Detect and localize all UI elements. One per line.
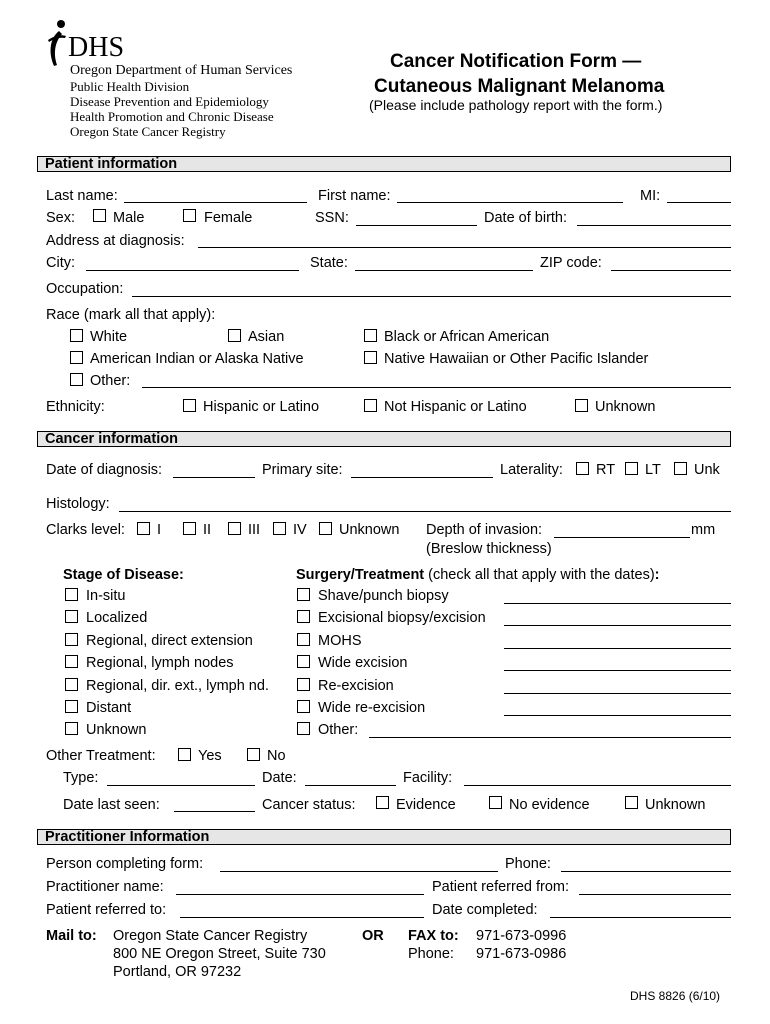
mail-address-line-1: Oregon State Cancer Registry — [113, 928, 308, 944]
female-label: Female — [204, 210, 253, 226]
status-unknown-checkbox[interactable] — [625, 796, 638, 809]
city-label: City: — [46, 255, 75, 271]
race-nhpi-checkbox[interactable] — [364, 351, 377, 364]
laterality-lt-checkbox[interactable] — [625, 462, 638, 475]
race-other-label: Other: — [90, 373, 131, 389]
state-label: State: — [310, 255, 348, 271]
stage-in-situ-checkbox[interactable] — [65, 588, 78, 601]
other-treatment-yes-checkbox[interactable] — [178, 748, 191, 761]
not-hispanic-checkbox[interactable] — [364, 399, 377, 412]
stage-regional-direct-checkbox[interactable] — [65, 633, 78, 646]
form-subtitle: (Please include pathology report with the form.) — [369, 97, 663, 113]
surgery-re-excision-label: Re-excision — [318, 678, 394, 694]
depth-field[interactable] — [554, 537, 690, 538]
surgery-wide-re-excision-date[interactable] — [504, 715, 731, 716]
surgery-other-field[interactable] — [369, 737, 731, 738]
hispanic-checkbox[interactable] — [183, 399, 196, 412]
person-completing-field[interactable] — [220, 871, 498, 872]
race-asian-label: Asian — [248, 329, 285, 345]
race-white-label: White — [90, 329, 128, 345]
person-completing-label: Person completing form: — [46, 856, 204, 872]
patient-section-title: Patient information — [45, 156, 178, 172]
date-last-seen-label: Date last seen: — [63, 797, 160, 813]
primary-site-field[interactable] — [351, 477, 493, 478]
ethnicity-unknown-label: Unknown — [595, 399, 656, 415]
mail-phone-label: Phone: — [408, 946, 454, 962]
stage-distant-checkbox[interactable] — [65, 700, 78, 713]
surgery-shave-checkbox[interactable] — [297, 588, 310, 601]
clarks-ii-checkbox[interactable] — [183, 522, 196, 535]
surgery-wide-excision-date[interactable] — [504, 670, 731, 671]
female-checkbox[interactable] — [183, 209, 196, 222]
laterality-lt-label: LT — [645, 462, 661, 478]
surgery-wide-excision-checkbox[interactable] — [297, 655, 310, 668]
surgery-heading — [296, 568, 660, 583]
occupation-field[interactable] — [132, 296, 731, 297]
race-black-label: Black or African American — [384, 329, 550, 345]
practitioner-name-label: Practitioner name: — [46, 879, 164, 895]
race-aian-checkbox[interactable] — [70, 351, 83, 364]
surgery-heading-bold: Surgery/Treatment — [296, 567, 425, 583]
mail-to-label: Mail to: — [46, 928, 97, 944]
org-line-1: Oregon Department of Human Services — [70, 63, 293, 78]
ethnicity-unknown-checkbox[interactable] — [575, 399, 588, 412]
stage-regional-direct-label: Regional, direct extension — [86, 633, 253, 649]
clarks-iv-checkbox[interactable] — [273, 522, 286, 535]
last-name-label: Last name: — [46, 188, 118, 204]
surgery-mohs-checkbox[interactable] — [297, 633, 310, 646]
dob-label: Date of birth: — [484, 210, 568, 226]
patient-section-header — [37, 156, 731, 172]
phone-field[interactable] — [561, 871, 731, 872]
city-field[interactable] — [86, 270, 299, 271]
surgery-other-label: Other: — [318, 722, 359, 738]
org-line-4: Health Promotion and Chronic Disease — [70, 109, 274, 124]
male-label: Male — [113, 210, 145, 226]
status-evidence-checkbox[interactable] — [376, 796, 389, 809]
status-no-evidence-checkbox[interactable] — [489, 796, 502, 809]
cancer-status-label: Cancer status: — [262, 797, 356, 813]
first-name-label: First name: — [318, 188, 391, 204]
clarks-unknown-checkbox[interactable] — [319, 522, 332, 535]
form-title-line-2: Cutaneous Malignant Melanoma — [374, 76, 665, 97]
fax-label: FAX to: — [408, 928, 459, 944]
mail-address-line-3: Portland, OR 97232 — [113, 964, 242, 980]
date-completed-field[interactable] — [550, 917, 731, 918]
stage-regional-both-checkbox[interactable] — [65, 678, 78, 691]
mail-address-line-2: 800 NE Oregon Street, Suite 730 — [113, 946, 326, 962]
surgery-re-excision-checkbox[interactable] — [297, 678, 310, 691]
surgery-wide-excision-label: Wide excision — [318, 655, 408, 671]
surgery-excisional-checkbox[interactable] — [297, 610, 310, 623]
race-aian-label: American Indian or Alaska Native — [90, 351, 304, 367]
sex-label: Sex: — [46, 210, 76, 226]
ethnicity-label: Ethnicity: — [46, 399, 105, 415]
date-completed-label: Date completed: — [432, 902, 538, 918]
date-diagnosis-field[interactable] — [173, 477, 255, 478]
zip-label: ZIP code: — [540, 255, 602, 271]
depth-label: Depth of invasion: — [426, 522, 543, 538]
race-label: Race (mark all that apply): — [46, 307, 216, 323]
address-label: Address at diagnosis: — [46, 233, 185, 249]
other-treatment-no-checkbox[interactable] — [247, 748, 260, 761]
treatment-date-label: Date: — [262, 770, 297, 786]
status-unknown-label: Unknown — [645, 797, 706, 813]
treatment-type-label: Type: — [63, 770, 99, 786]
clarks-iv-label: IV — [293, 522, 307, 538]
clarks-ii-label: II — [203, 522, 212, 538]
practitioner-name-field[interactable] — [176, 894, 424, 895]
treatment-facility-label: Facility: — [403, 770, 453, 786]
status-no-evidence-label: No evidence — [509, 797, 590, 813]
dhs-figure-logo-icon — [44, 18, 68, 70]
laterality-rt-label: RT — [596, 462, 616, 478]
stage-regional-lymph-label: Regional, lymph nodes — [86, 655, 234, 671]
stage-regional-both-label: Regional, dir. ext., lymph nd. — [86, 678, 269, 694]
treatment-facility-field[interactable] — [464, 785, 731, 786]
race-asian-checkbox[interactable] — [228, 329, 241, 342]
first-name-field[interactable] — [397, 202, 623, 203]
date-last-seen-field[interactable] — [174, 811, 255, 812]
last-name-field[interactable] — [124, 202, 307, 203]
surgery-excisional-date[interactable] — [504, 625, 731, 626]
cancer-section-title: Cancer information — [45, 431, 178, 447]
ssn-label: SSN: — [315, 210, 349, 226]
mi-field[interactable] — [667, 202, 731, 203]
stage-localized-checkbox[interactable] — [65, 610, 78, 623]
race-black-checkbox[interactable] — [364, 329, 377, 342]
laterality-rt-checkbox[interactable] — [576, 462, 589, 475]
treatment-type-field[interactable] — [107, 785, 255, 786]
laterality-unk-label: Unk — [694, 462, 720, 478]
or-label: OR — [362, 928, 384, 944]
org-line-2: Public Health Division — [70, 79, 190, 94]
surgery-other-checkbox[interactable] — [297, 722, 310, 735]
ssn-field[interactable] — [356, 225, 477, 226]
laterality-label: Laterality: — [500, 462, 563, 478]
clarks-level-label: Clarks level: — [46, 522, 125, 538]
surgery-heading-rest: (check all that apply with the dates) — [424, 567, 655, 583]
race-white-checkbox[interactable] — [70, 329, 83, 342]
histology-label: Histology: — [46, 496, 110, 512]
stage-in-situ-label: In-situ — [86, 588, 126, 604]
clarks-i-label: I — [157, 522, 162, 538]
other-treatment-label: Other Treatment: — [46, 748, 156, 764]
stage-unknown-checkbox[interactable] — [65, 722, 78, 735]
dhs-logo-text: DHS — [68, 32, 125, 63]
occupation-label: Occupation: — [46, 281, 124, 297]
surgery-heading-colon: : — [654, 567, 660, 583]
status-evidence-label: Evidence — [396, 797, 456, 813]
surgery-excisional-label: Excisional biopsy/excision — [318, 610, 486, 626]
phone-label: Phone: — [505, 856, 551, 872]
laterality-unk-checkbox[interactable] — [674, 462, 687, 475]
stage-distant-label: Distant — [86, 700, 132, 716]
surgery-mohs-date[interactable] — [504, 648, 731, 649]
practitioner-section-title: Practitioner Information — [45, 829, 210, 845]
not-hispanic-label: Not Hispanic or Latino — [384, 399, 527, 415]
depth-unit: mm — [691, 522, 716, 538]
state-field[interactable] — [355, 270, 533, 271]
referred-from-label: Patient referred from: — [432, 879, 569, 895]
practitioner-section-header — [37, 829, 731, 845]
surgery-wide-re-excision-label: Wide re-excision — [318, 700, 426, 716]
org-line-3: Disease Prevention and Epidemiology — [70, 94, 269, 109]
referred-to-label: Patient referred to: — [46, 902, 167, 918]
race-other-field[interactable] — [142, 387, 731, 388]
clarks-iii-checkbox[interactable] — [228, 522, 241, 535]
surgery-shave-date[interactable] — [504, 603, 731, 604]
breslow-label: (Breslow thickness) — [426, 541, 552, 557]
stage-localized-label: Localized — [86, 610, 148, 626]
zip-field[interactable] — [611, 270, 731, 271]
form-title-line-1: Cancer Notification Form — — [390, 51, 642, 72]
referred-to-field[interactable] — [180, 917, 424, 918]
stage-regional-lymph-checkbox[interactable] — [65, 655, 78, 668]
stage-unknown-label: Unknown — [86, 722, 147, 738]
race-nhpi-label: Native Hawaiian or Other Pacific Islander — [384, 351, 649, 367]
histology-field[interactable] — [119, 511, 731, 512]
stage-heading: Stage of Disease: — [63, 567, 184, 583]
date-diagnosis-label: Date of diagnosis: — [46, 462, 163, 478]
surgery-mohs-label: MOHS — [318, 633, 362, 649]
other-treatment-yes-label: Yes — [198, 748, 222, 764]
surgery-shave-label: Shave/punch biopsy — [318, 588, 449, 604]
clarks-unknown-label: Unknown — [339, 522, 400, 538]
form-id: DHS 8826 (6/10) — [630, 989, 721, 1003]
clarks-iii-label: III — [248, 522, 261, 538]
mi-label: MI: — [640, 188, 661, 204]
dob-field[interactable] — [577, 225, 731, 226]
other-treatment-no-label: No — [267, 748, 286, 764]
treatment-date-field[interactable] — [305, 785, 396, 786]
address-field[interactable] — [198, 247, 731, 248]
referred-from-field[interactable] — [579, 894, 731, 895]
surgery-wide-re-excision-checkbox[interactable] — [297, 700, 310, 713]
surgery-re-excision-date[interactable] — [504, 693, 731, 694]
org-line-5: Oregon State Cancer Registry — [70, 124, 226, 139]
fax-number: 971-673-0996 — [476, 928, 567, 944]
primary-site-label: Primary site: — [262, 462, 343, 478]
hispanic-label: Hispanic or Latino — [203, 399, 320, 415]
cancer-section-header — [37, 431, 731, 447]
male-checkbox[interactable] — [93, 209, 106, 222]
mail-phone-number: 971-673-0986 — [476, 946, 567, 962]
clarks-i-checkbox[interactable] — [137, 522, 150, 535]
race-other-checkbox[interactable] — [70, 373, 83, 386]
